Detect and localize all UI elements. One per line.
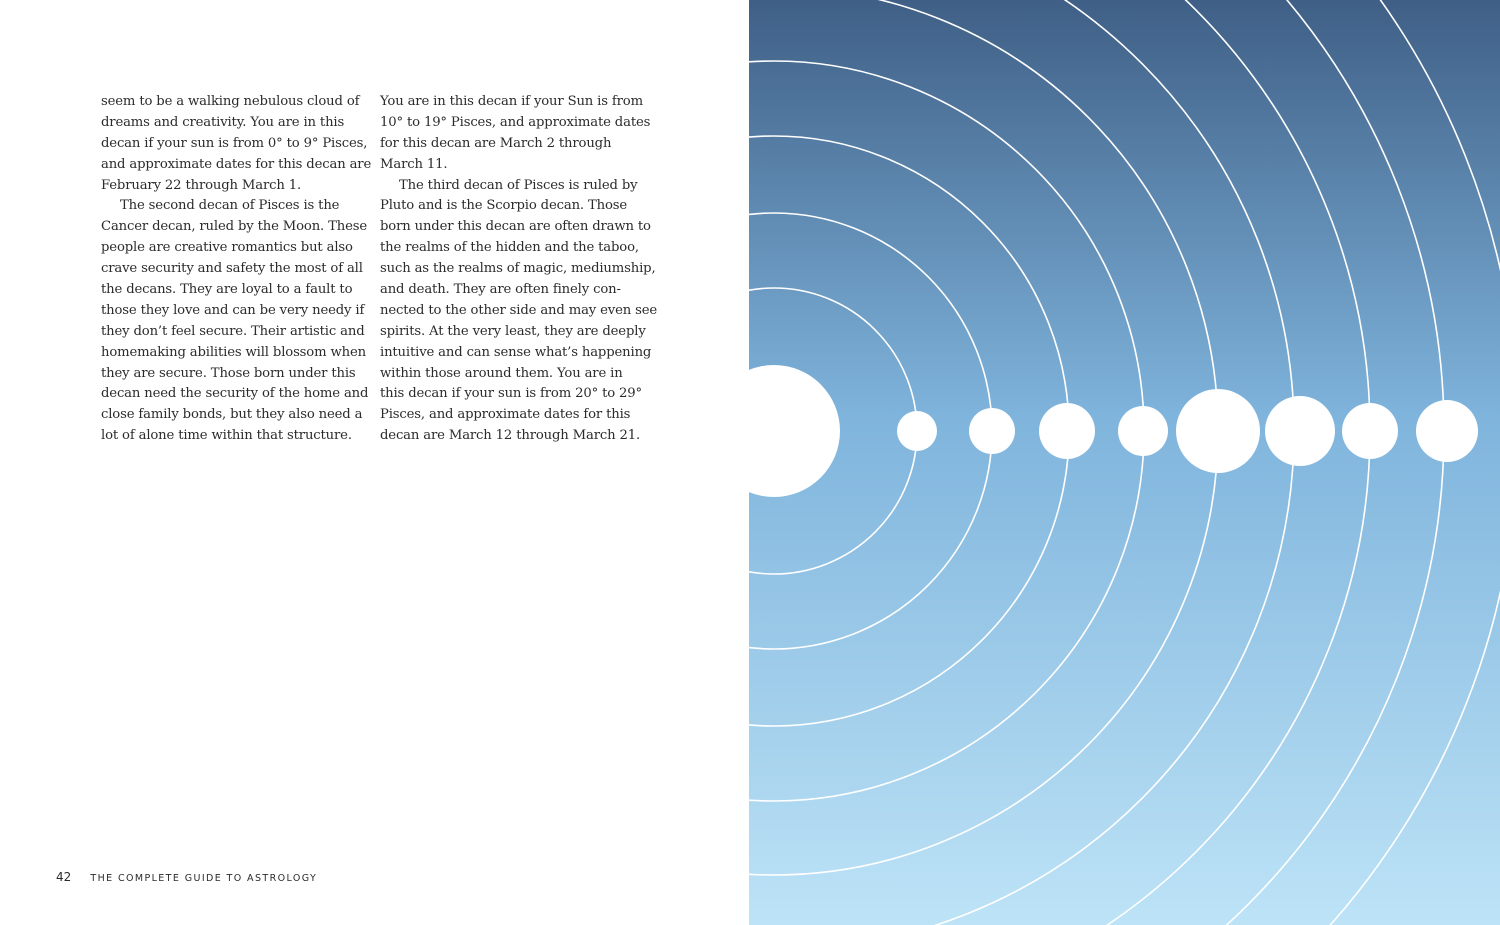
text-line: close family bonds, but they also need a bbox=[101, 407, 363, 423]
planet bbox=[1118, 406, 1168, 456]
text-line: those they love and can be very needy if bbox=[101, 302, 365, 318]
text-line: the decans. They are loyal to a fault to bbox=[101, 282, 353, 298]
text-line: this decan if your sun is from 20° to 29° bbox=[380, 386, 642, 402]
planet bbox=[969, 408, 1015, 454]
text-line: decan are March 12 through March 21. bbox=[380, 428, 641, 444]
planet bbox=[1342, 403, 1398, 459]
text-line: nected to the other side and may even see bbox=[380, 302, 658, 318]
text-line: the realms of the hidden and the taboo, bbox=[380, 240, 639, 256]
text-line: The second decan of Pisces is the bbox=[120, 198, 340, 214]
text-line: Pluto and is the Scorpio decan. Those bbox=[380, 198, 628, 214]
text-line: and death. They are often finely con- bbox=[380, 282, 621, 298]
planet bbox=[897, 411, 937, 451]
text-line: they are secure. Those born under this bbox=[101, 365, 356, 381]
text-line: March 11. bbox=[380, 156, 448, 172]
text-line: Cancer decan, ruled by the Moon. These bbox=[101, 219, 368, 235]
page-footer bbox=[56, 866, 317, 885]
planet bbox=[1416, 400, 1478, 462]
text-line: dreams and creativity. You are in this bbox=[101, 114, 345, 130]
text-column-left bbox=[101, 92, 372, 447]
text-line: intuitive and can sense what’s happening bbox=[380, 344, 652, 360]
text-line: and approximate dates for this decan are bbox=[101, 156, 372, 172]
planet bbox=[1039, 403, 1095, 459]
text-line: decan need the security of the home and bbox=[101, 386, 369, 402]
sky-background bbox=[749, 0, 1500, 925]
text-line: for this decan are March 2 through bbox=[380, 135, 612, 151]
page-number: 42 bbox=[56, 870, 72, 884]
text-line: seem to be a walking nebulous cloud of bbox=[101, 94, 360, 109]
solar-system-illustration bbox=[749, 0, 1500, 925]
running-title: THE COMPLETE GUIDE TO ASTROLOGY bbox=[90, 873, 318, 884]
text-line: crave security and safety the most of all bbox=[101, 261, 363, 277]
text-line: decan if your sun is from 0° to 9° Pisces, bbox=[101, 135, 368, 151]
planet bbox=[1265, 396, 1335, 466]
text-column-right bbox=[380, 92, 658, 447]
text-line: within those around them. You are in bbox=[380, 365, 623, 381]
text-line: such as the realms of magic, mediumship, bbox=[380, 261, 656, 277]
text-line: lot of alone time within that structure. bbox=[101, 428, 352, 444]
text-line: they don’t feel secure. Their artistic and bbox=[101, 323, 365, 339]
text-line: 10° to 19° Pisces, and approximate dates bbox=[380, 114, 651, 130]
text-line: Pisces, and approximate dates for this bbox=[380, 407, 631, 423]
text-line: You are in this decan if your Sun is from bbox=[380, 94, 643, 109]
text-line: born under this decan are often drawn to bbox=[380, 219, 651, 235]
illustration-svg bbox=[749, 0, 1500, 925]
planet bbox=[1176, 389, 1260, 473]
text-line: February 22 through March 1. bbox=[101, 177, 302, 193]
left-page bbox=[0, 0, 749, 925]
text-line: spirits. At the very least, they are deeply bbox=[380, 323, 646, 339]
text-line: The third decan of Pisces is ruled by bbox=[399, 177, 638, 193]
text-line: homemaking abilities will blossom when bbox=[101, 344, 366, 360]
text-line: people are creative romantics but also bbox=[101, 240, 353, 256]
